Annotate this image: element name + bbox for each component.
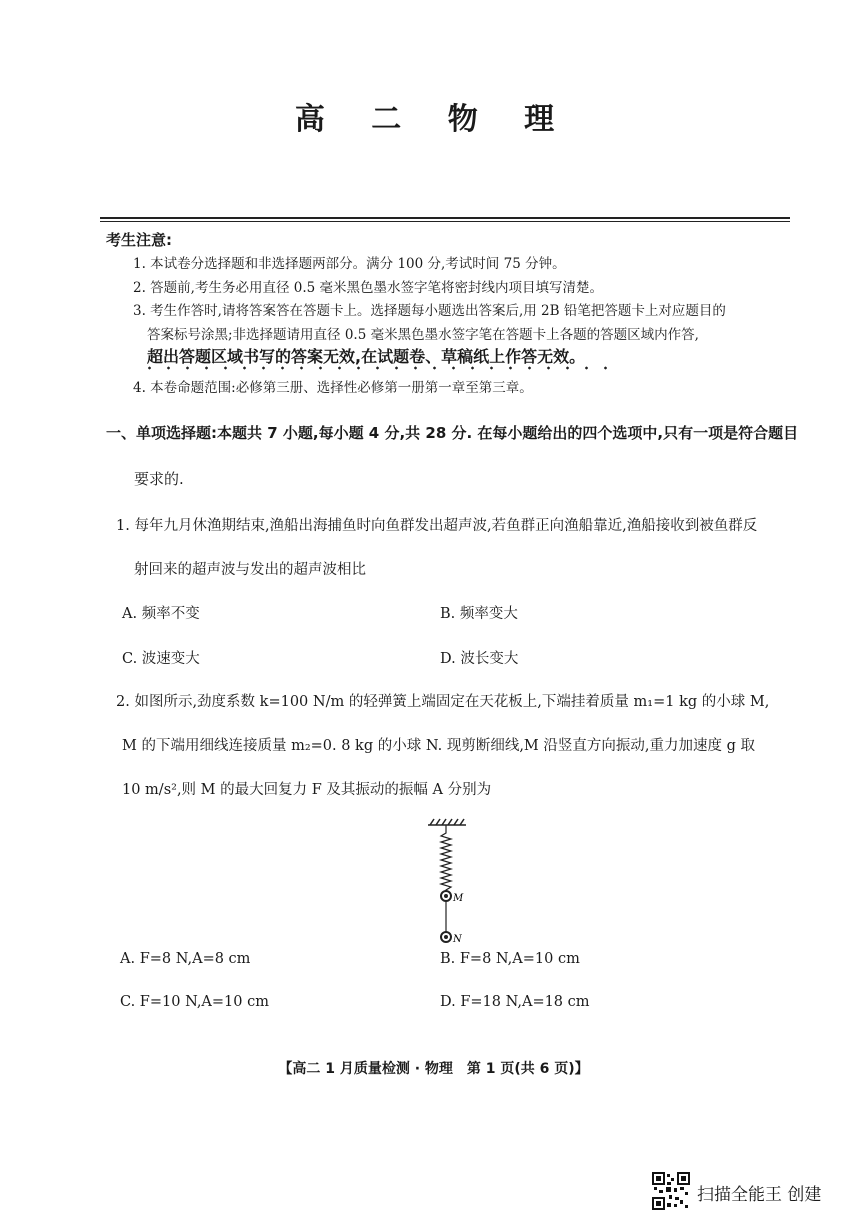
divider-thin (100, 221, 790, 222)
q2-option-a: A. F=8 N,A=8 cm (120, 951, 251, 967)
page-footer: 【高二 1 月质量检测 · 物理 第 1 页(共 6 页)】 (278, 1061, 589, 1077)
q1-option-c: C. 波速变大 (122, 651, 200, 667)
divider-thick (100, 217, 790, 219)
question-2-line-2: M 的下端用细线连接质量 m₂=0. 8 kg 的小球 N. 现剪断细线,M 沿竖直方向振动,重力加速度 g 取 (122, 738, 755, 754)
q2-option-c: C. F=10 N,A=10 cm (120, 994, 269, 1010)
notice-item-3-cont: 答案标号涂黑;非选择题请用直径 0.5 毫米黑色墨水签字笔在答题卡上各题的答题区域内作答, (147, 327, 699, 343)
spring-diagram (420, 815, 480, 945)
notice-item-2: 2. 答题前,考生务必用直径 0.5 毫米黑色墨水签字笔将密封线内项目填写清楚。 (133, 280, 604, 296)
notice-heading: 考生注意: (106, 231, 172, 249)
notice-item-4: 4. 本卷命题范围:必修第三册、选择性必修第一册第一章至第三章。 (133, 380, 533, 396)
notice-item-3-emphasis: 超出答题区域书写的答案无效,在试题卷、草稿纸上作答无效。 (147, 347, 586, 366)
notice-item-3: 3. 考生作答时,请将答案答在答题卡上。选择题每小题选出答案后,用 2B 铅笔把答题卡上对应题目的 (133, 303, 726, 319)
spring (441, 825, 451, 891)
qr-code-icon (652, 1172, 690, 1210)
question-1-line-2: 射回来的超声波与发出的超声波相比 (134, 562, 366, 578)
question-1-line-1: 1. 每年九月休渔期结束,渔船出海捕鱼时向鱼群发出超声波,若鱼群正向渔船靠近,渔船接收到被鱼群反 (116, 518, 758, 534)
q2-option-d: D. F=18 N,A=18 cm (440, 994, 590, 1010)
scanner-watermark: 扫描全能王 创建 (697, 1185, 822, 1205)
question-2-line-3: 10 m/s²,则 M 的最大回复力 F 及其振动的振幅 A 分别为 (122, 782, 492, 798)
q1-option-b: B. 频率变大 (440, 606, 518, 622)
question-2-line-1: 2. 如图所示,劲度系数 k=100 N/m 的轻弹簧上端固定在天花板上,下端挂着质量 m₁=1 kg 的小球 M, (116, 694, 770, 710)
label-m: M (453, 893, 464, 904)
section-1-header-cont: 要求的. (134, 470, 184, 488)
notice-item-1: 1. 本试卷分选择题和非选择题两部分。满分 100 分,考试时间 75 分钟。 (133, 256, 566, 272)
q1-option-a: A. 频率不变 (122, 606, 200, 622)
page-title: 高 二 物 理 (294, 102, 573, 137)
emphasis-dots (140, 366, 610, 370)
q1-option-d: D. 波长变大 (440, 651, 519, 667)
ceiling (428, 819, 466, 825)
label-n: N (453, 934, 462, 945)
section-1-header: 一、单项选择题:本题共 7 小题,每小题 4 分,共 28 分. 在每小题给出的四个选项中,只有一项是符合题目 (106, 424, 799, 442)
q2-option-b: B. F=8 N,A=10 cm (440, 951, 580, 967)
